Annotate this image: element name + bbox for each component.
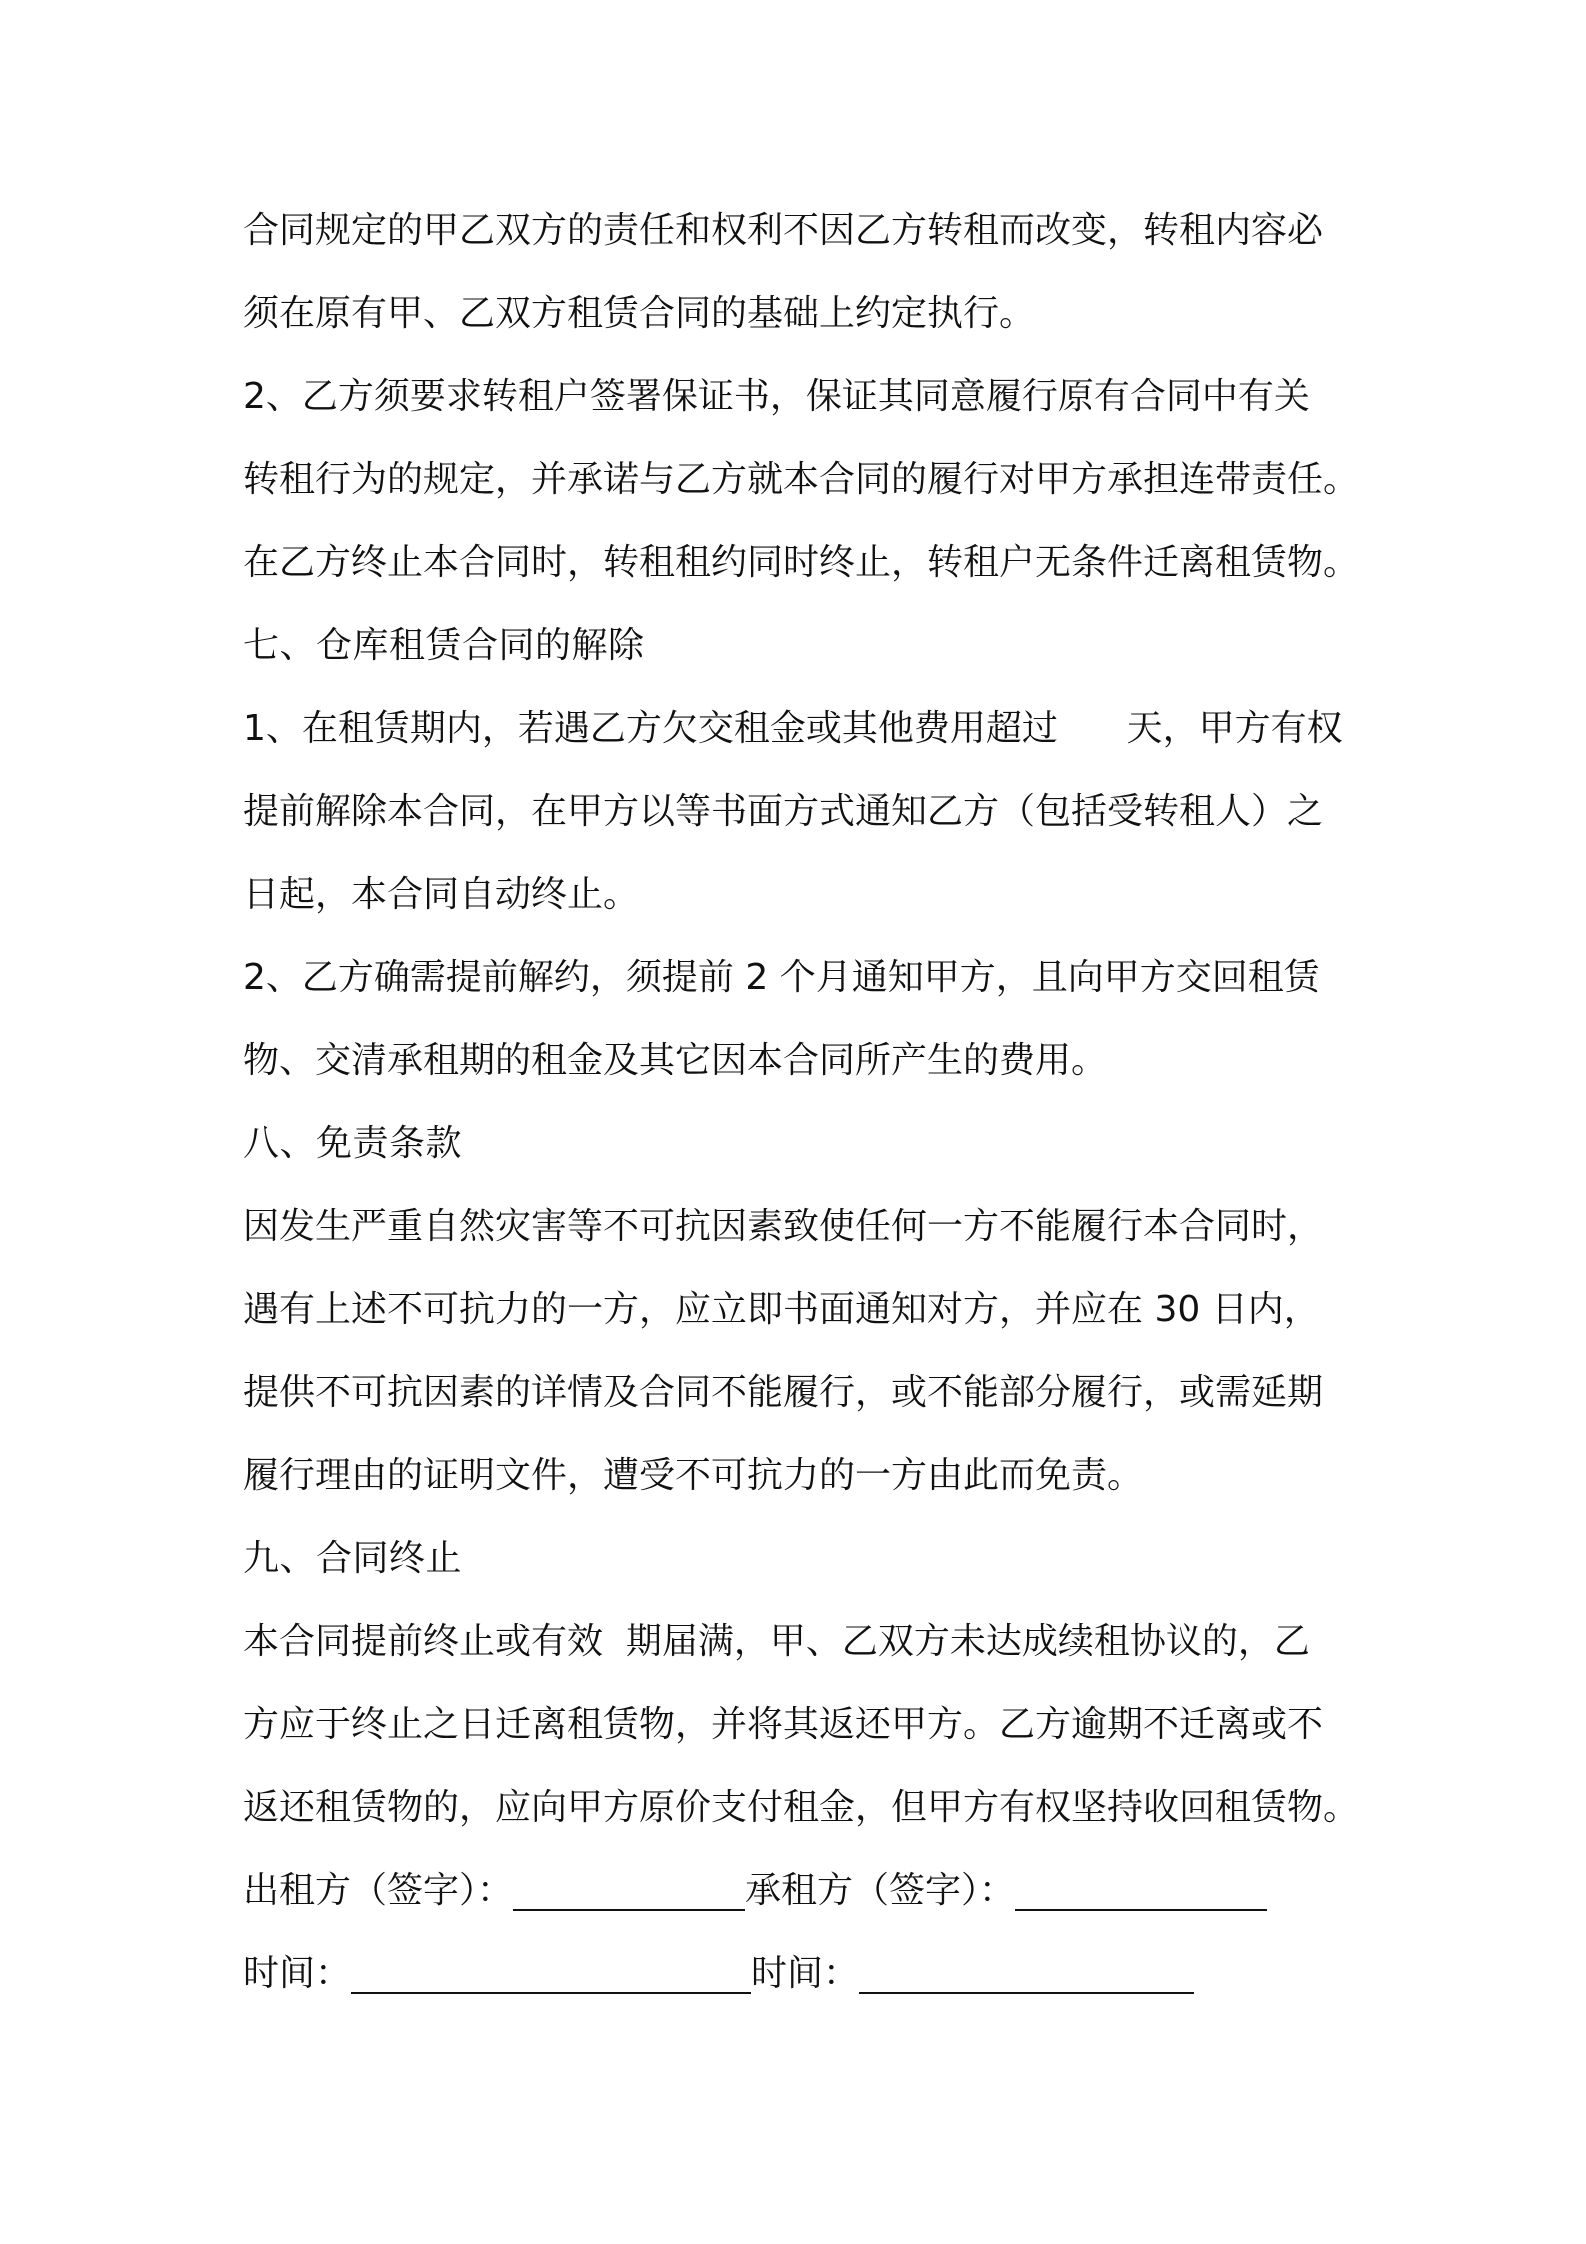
text-line: 2、乙方须要求转租户签署保证书，保证其同意履行原有合同中有关	[243, 376, 1310, 417]
text-line: 1、在租赁期内，若遇乙方欠交租金或其他费用超过 天，甲方有权	[243, 708, 1343, 749]
text-line: 返还租赁物的，应向甲方原价支付租金，但甲方有权坚持收回租赁物。	[243, 1787, 1360, 1828]
section-heading-termination-of-lease: 七、仓库租赁合同的解除	[243, 625, 645, 666]
lessee-signature-label: 承租方（签字）：	[745, 1870, 1016, 1911]
lessee-date-label: 时间：	[751, 1953, 860, 1994]
lessor-date-blank[interactable]	[351, 1952, 751, 1994]
text-line: 提供不可抗因素的详情及合同不能履行，或不能部分履行，或需延期	[243, 1372, 1324, 1413]
text-line: 本合同提前终止或有效 期届满，甲、乙双方未达成续租协议的，乙	[243, 1621, 1310, 1662]
text-line: 转租行为的规定，并承诺与乙方就本合同的履行对甲方承担连带责任。	[243, 459, 1360, 500]
date-row	[243, 1946, 1368, 2002]
lessor-signature-label: 出租方（签字）：	[243, 1870, 514, 1911]
text-line: 因发生严重自然灾害等不可抗因素致使任何一方不能履行本合同时，	[243, 1206, 1324, 1247]
lessor-signature-blank[interactable]	[513, 1869, 745, 1911]
text-line: 在乙方终止本合同时，转租租约同时终止，转租户无条件迁离租赁物。	[243, 542, 1360, 583]
text-line: 须在原有甲、乙双方租赁合同的基础上约定执行。	[243, 293, 1036, 334]
text-line: 合同规定的甲乙双方的责任和权利不因乙方转租而改变，转租内容必	[243, 210, 1324, 251]
text-line: 方应于终止之日迁离租赁物，并将其返还甲方。乙方逾期不迁离或不	[243, 1704, 1324, 1745]
text-line: 遇有上述不可抗力的一方，应立即书面通知对方，并应在 30 日内，	[243, 1289, 1320, 1330]
lessee-date-blank[interactable]	[859, 1952, 1194, 1994]
text-line: 提前解除本合同，在甲方以等书面方式通知乙方（包括受转租人）之	[243, 791, 1324, 832]
signature-row	[243, 1863, 1368, 1919]
lessor-date-label: 时间：	[243, 1953, 352, 1994]
text-line: 2、乙方确需提前解约，须提前 2 个月通知甲方，且向甲方交回租赁	[243, 957, 1320, 998]
section-heading-force-majeure: 八、免责条款	[243, 1123, 463, 1164]
text-line: 物、交清承租期的租金及其它因本合同所产生的费用。	[243, 1040, 1108, 1081]
lessee-signature-blank[interactable]	[1015, 1869, 1267, 1911]
text-line: 履行理由的证明文件，遭受不可抗力的一方由此而免责。	[243, 1455, 1144, 1496]
section-heading-contract-termination: 九、合同终止	[243, 1538, 463, 1579]
text-line: 日起，本合同自动终止。	[243, 874, 640, 915]
